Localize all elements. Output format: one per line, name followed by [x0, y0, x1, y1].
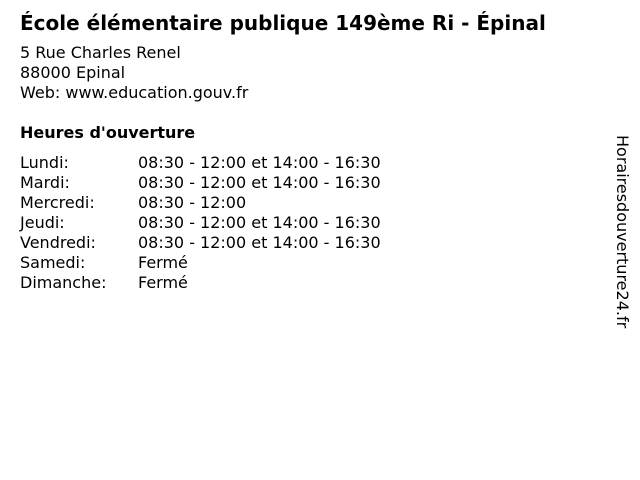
site-watermark: [612, 135, 632, 370]
school-info-card: [20, 0, 610, 480]
street-address: 5 Rue Charles Renel: [20, 43, 181, 62]
address-block: [20, 43, 248, 103]
opening-hours-heading: Heures d'ouverture: [20, 123, 196, 142]
hours-row-wednesday: [20, 193, 381, 213]
postal-city: 88000 Epinal: [20, 63, 126, 82]
day-hours: 08:30 - 12:00: [138, 193, 247, 212]
page-title: École élémentaire publique 149ème Ri - Épinal: [20, 11, 546, 35]
day-label: Samedi:: [20, 253, 86, 272]
hours-row-monday: [20, 153, 381, 173]
day-label: Vendredi:: [20, 233, 96, 252]
website-line: Web: www.education.gouv.fr: [20, 83, 249, 102]
day-hours: Fermé: [138, 273, 188, 292]
day-label: Mardi:: [20, 173, 70, 192]
day-label: Lundi:: [20, 153, 69, 172]
watermark-text: Horairesdouverture24.fr: [613, 135, 632, 329]
hours-row-friday: [20, 233, 381, 253]
day-hours: Fermé: [138, 253, 188, 272]
day-hours: 08:30 - 12:00 et 14:00 - 16:30: [138, 153, 381, 172]
hours-row-thursday: [20, 213, 381, 233]
day-hours: 08:30 - 12:00 et 14:00 - 16:30: [138, 213, 381, 232]
hours-row-tuesday: [20, 173, 381, 193]
day-label: Jeudi:: [20, 213, 65, 232]
day-label: Dimanche:: [20, 273, 107, 292]
day-hours: 08:30 - 12:00 et 14:00 - 16:30: [138, 173, 381, 192]
opening-hours-table: [20, 153, 381, 293]
day-hours: 08:30 - 12:00 et 14:00 - 16:30: [138, 233, 381, 252]
hours-row-sunday: [20, 273, 381, 293]
hours-row-saturday: [20, 253, 381, 273]
day-label: Mercredi:: [20, 193, 95, 212]
